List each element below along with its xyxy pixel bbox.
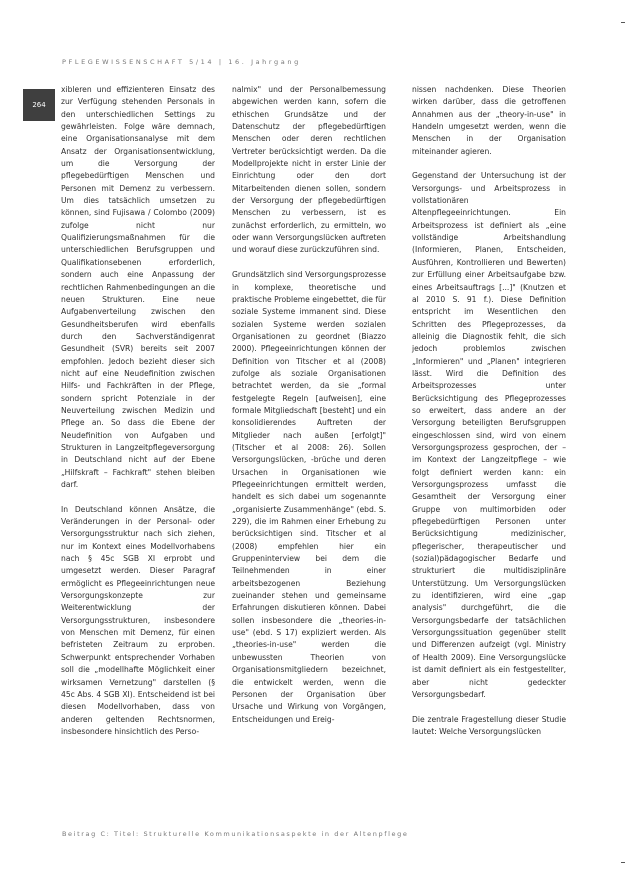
paragraph: xibleren und effizienteren Einsatz des zur Verfügung stehenden Personals in den unterschiedlichen Settings zu gewährleisten. Folge wäre demnach, eine Organisationsanalyse mit dem Ansatz der Organisationsentwicklung, um die Versorgung der pflegebedürftigen Menschen und Personen mit Demenz zu verbessern. Um dies tatsächlich umsetzen zu können, sind Fujisawa / Colombo (2009) zufolge nicht nur Qualifizierungsmaßnahmen für die unterschiedlichen Berufsgruppen und Qualifikationsebenen erforderlich, sondern auch eine Anpassung der rechtlichen Rahmenbedingungen an die neuen Strukturen. Eine neue Aufgabenverteilung zwischen den Gesundheitsberufen wird ebenfalls durch den Sachverständigenrat Gesundheit (SVR) bereits seit 2007 empfohlen. Jedoch bezieht dieser sich nicht auf eine Neudefinition zwischen Hilfs- und Fachkräften in der Pflege, sondern spricht Potenziale in der Neuverteilung zwischen Medizin und Pflege an. So dass die Ebene der Neudefinition von Aufgaben und Strukturen in Langzeitpflegeversorgung in Deutschland nicht auf der Ebene „Hilfskraft – Fachkraft" stehen bleiben darf.	[61, 85, 215, 489]
running-header: PFLEGEWISSENSCHAFT 5/14 | 16. Jahrgang	[62, 58, 301, 66]
text-column-left	[61, 84, 215, 738]
paragraph: In Deutschland können Ansätze, die Veränderungen in der Personal- oder Versorgungsstruktur nach sich ziehen, nur im Kontext eines Modellvorhabens nach § 45c SGB XI erprobt und umgesetzt werden. Dieser Paragraf ermöglicht es Pflegeeinrichtungen neue Versorgungskonzepte zur Weiterentwicklung der Versorgungsstrukturen, insbesondere von Menschen mit Demenz, für einen befristeten Zeitraum zu erproben. Schwerpunkt entsprechender Vorhaben soll die „modellhafte Möglichkeit einer wirksamen Vernetzung" darstellen (§ 45c Abs. 4 SGB XI). Entscheidend ist bei diesen Modellvorhaben, dass von anderen geltenden Rechtsnormen, insbesondere hinsichtlich des Perso-	[61, 504, 215, 736]
page-number-badge: 264	[23, 89, 55, 121]
paragraph: nalmix" und der Personalbemessung abgewichen werden kann, sofern die ethischen Grundsätze und der Datenschutz der pflegebedürftigen Menschen oder deren rechtlichen Vertreter berücksichtigt werden. Da die Modellprojekte nicht in erster Linie der Einrichtung oder den dort Mitarbeitenden dienen sollen, sondern der Versorgung der pflegebedürftigen Menschen zu verbessern, ist es zunächst erforderlich, zu ermitteln, wo oder wann Versorgungslücken auftreten und worauf diese zurückzuführen sind.	[232, 85, 386, 255]
paragraph: Grundsätzlich sind Versorgungsprozesse in komplexe, theoretische und praktische Probleme eingebettet, die für soziale Systeme immanent sind. Diese sozialen Systeme werden sozialen Organisationen zu geordnet (Biazzo 2000). Pflegeeinrichtungen können der Definition von Titscher et al (2008) zufolge als soziale Organisationen betrachtet werden, da sie „formal festgelegte Regeln [aufweisen], eine formale Mitgliedschaft [besteht] und ein konsolidierendes Auftreten der Mitglieder nach außen [erfolgt]" (Titscher et al 2008: 26). Sollen Versorgungslücken, -brüche und deren Ursachen in Organisationen wie Pflegeeinrichtungen ermittelt werden, handelt es sich dabei um sogenannte „organisierte Zusammenhänge" (ebd. S. 229), die im Rahmen einer Erhebung zu berücksichtigen sind. Titscher et al (2008) empfehlen hier ein Gruppeninterview bei dem die Teilnehmenden in einer arbeitsbezogenen Beziehung zueinander stehen und gemeinsame Erfahrungen diskutieren können. Dabei sollen insbesondere die „theories-in-use" (ebd. S 17) expliziert werden. Als „theories-in-use" werden die unbewussten Theorien von Organisationsmitgliedern bezeichnet, die entwickelt werden, wenn die Personen der Organisation über Ursache und Wirkung von Vorgängen, Entscheidungen und Ereig-	[232, 270, 386, 724]
paragraph: Die zentrale Fragestellung dieser Studie lautet: Welche Versorgungslücken	[412, 714, 566, 736]
text-column-right	[412, 84, 566, 738]
paragraph: nissen nachdenken. Diese Theorien wirken darüber, dass die getroffenen Annahmen aus der „theory-in-use" in Handeln umgesetzt werden, wenn die Menschen in der Organisation miteinander agieren.	[412, 85, 566, 156]
crop-mark-bottom	[621, 862, 625, 863]
text-column-middle	[232, 84, 386, 726]
crop-mark-top	[621, 22, 625, 23]
running-footer: Beitrag C: Titel: Strukturelle Kommunikationsaspekte in der Altenpflege	[62, 830, 409, 838]
paragraph: Gegenstand der Untersuchung ist der Versorgungs- und Arbeitsprozess in vollstationären Altenpflegeeinrichtungen. Ein Arbeitsprozess ist definiert als „eine vollständige Arbeitshandlung (Informieren, Planen, Entscheiden, Ausführen, Kontrollieren und Bewerten) zur Erfüllung einer Arbeitsaufgabe bzw. eines Arbeitsauftrags [...]" (Knutzen et al 2010 S. 91 f.). Diese Definition entspricht im Wesentlichen den Schritten des Pflegeprozesses, da alleinig die Diagnostik fehlt, die sich jedoch problemlos zwischen „Informieren" und „Planen" integrieren lässt. Wird die Definition des Arbeitsprozesses unter Berücksichtigung des Pflegeprozesses so erweitert, dass andere an der Versorgung beteiligten Berufsgruppen eingeschlossen sind, wird von einem Versorgungsprozess gesprochen, der – im Kontext der Langzeitpflege – wie folgt definiert werden kann: ein Versorgungsprozess umfasst die Gesamtheit der Versorgung einer Gruppe von multimorbiden oder pflegebedürftigen Personen unter Berücksichtigung medizinischer, pflegerischer, therapeutischer und (sozial)pädagogischer Bedarfe und strukturiert die multidisziplinäre Unterstützung. Um Versorgungslücken zu identifizieren, wird eine „gap analysis" durchgeführt, die die Versorgungsbedarfe der tatsächlichen Versorgungssituation gegenüber stellt und Differenzen aufzeigt (vgl. Ministry of Health 2009). Eine Versorgungslücke ist damit definiert als ein festgestellter, aber nicht gedeckter Versorgungsbedarf.	[412, 171, 566, 699]
